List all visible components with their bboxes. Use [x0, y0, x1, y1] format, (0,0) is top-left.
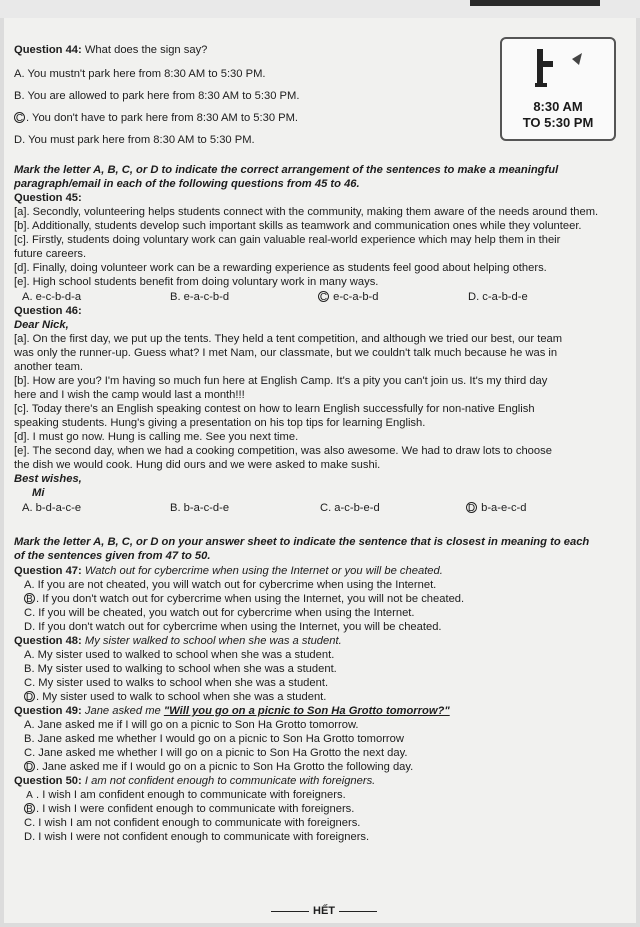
q45-sentence-c: [c]. Firstly, students doing voluntary work can gain valuable real-world experience which may help them in their — [14, 234, 561, 246]
q46-option-d-text: b-a-e-c-d — [481, 502, 527, 514]
q49-option-c[interactable]: C. Jane asked me whether I will go on a picnic to Son Ha Grotto the next day. — [24, 747, 408, 759]
q44-option-a[interactable]: A. You mustn't park here from 8:30 AM to 5:30 PM. — [14, 68, 266, 80]
q45-sentence-b: [b]. Additionally, students develop such important skills as teamwork and communication ones while they volunteer. — [14, 220, 582, 232]
q44-option-c-text: . You don't have to park here from 8:30 AM to 5:30 PM. — [26, 112, 299, 124]
q46-paragraph-b-2: here and I wish the camp would last a month!!! — [14, 389, 245, 401]
question-49-quote: "Will you go on a picnic to Son Ha Grotto tomorrow?" — [163, 705, 450, 717]
q46-paragraph-a-2: was only the runner-up. Guess what? I met Nam, our classmate, but we couldn't talk much because he was in — [14, 347, 558, 359]
q46-signature: Mi — [32, 487, 45, 499]
question-49-prompt — [14, 705, 450, 718]
q46-greeting: Dear Nick, — [14, 319, 69, 331]
question-47-title: Question 47: — [14, 565, 82, 577]
end-text: HẾT — [313, 905, 335, 917]
q46-paragraph-b: [b]. How are you? I'm having so much fun here at English Camp. It's a pity you can't join us. It's my third day — [14, 375, 548, 387]
answer-circle-icon: D — [467, 503, 476, 514]
q44-option-c[interactable] — [14, 112, 298, 125]
q48-option-d-text: . My sister used to walk to school when she was a student. — [36, 691, 327, 703]
question-47-text: Watch out for cybercrime when using the Internet or you will be cheated. — [84, 565, 443, 577]
question-44-prompt — [14, 44, 207, 57]
no-parking-symbol-icon — [502, 43, 614, 101]
question-50-prompt — [14, 775, 375, 788]
q47-option-c[interactable]: C. If you will be cheated, you watch out for cybercrime when using the Internet. — [24, 607, 415, 619]
exam-page — [4, 18, 636, 923]
instruction-closest-meaning-line1: Mark the letter A, B, C, or D on your answer sheet to indicate the sentence that is closest in meaning to each — [14, 536, 590, 548]
question-44-text: What does the sign say? — [84, 44, 208, 56]
sign-time-end: TO 5:30 PM — [522, 115, 594, 130]
q45-sentence-d: [d]. Finally, doing volunteer work can be a rewarding experience as students feel good about helping others. — [14, 262, 547, 274]
answer-circle-icon: B — [24, 803, 35, 814]
question-45-title: Question 45: — [14, 192, 82, 204]
q46-paragraph-c-2: speaking students. Hung's giving a presentation on his top tips for learning English. — [14, 417, 426, 429]
q46-closing: Best wishes, — [14, 473, 82, 485]
q49-option-d[interactable] — [24, 761, 413, 774]
q46-option-c[interactable]: C. a-c-b-e-d — [320, 502, 380, 514]
answer-mark-icon: A — [26, 790, 33, 801]
question-49-title: Question 49: — [14, 705, 82, 717]
q47-option-d[interactable]: D. If you don't watch out for cybercrime when using the Internet, you will be cheated. — [24, 621, 442, 633]
q49-option-d-text: . Jane asked me if I would go on a picnic to Son Ha Grotto the following day. — [36, 761, 414, 773]
instruction-closest-meaning-line2: of the sentences given from 47 to 50. — [14, 550, 211, 562]
question-46-title: Question 46: — [14, 305, 82, 317]
q46-paragraph-a: [a]. On the first day, we put up the tents. They held a tent competition, and although we tried our best, our team — [14, 333, 563, 345]
q46-paragraph-e-2: the dish we would cook. Hung did ours and we were asked to make sushi. — [14, 459, 381, 471]
end-marker — [4, 905, 636, 917]
question-48-text: My sister walked to school when she was a student. — [84, 635, 342, 647]
top-edge — [0, 0, 640, 18]
q44-option-d[interactable]: D. You must park here from 8:30 AM to 5:30 PM. — [14, 134, 255, 146]
q44-option-b[interactable]: B. You are allowed to park here from 8:30 AM to 5:30 PM. — [14, 90, 300, 102]
q45-option-c[interactable] — [318, 291, 379, 304]
q45-option-c-text: e-c-a-b-d — [333, 291, 379, 303]
q50-option-c[interactable]: C. I wish I am not confident enough to communicate with foreigners. — [24, 817, 361, 829]
q48-option-a[interactable]: A. My sister used to walked to school when she was a student. — [24, 649, 335, 661]
answer-circle-icon: C — [319, 292, 328, 303]
question-50-title: Question 50: — [14, 775, 82, 787]
answer-circle-icon: D — [25, 692, 34, 703]
q46-paragraph-c: [c]. Today there's an English speaking contest on how to learn English successfully for non-native English — [14, 403, 535, 415]
scan-mark — [470, 0, 600, 6]
q45-sentence-c-cont: future careers. — [14, 248, 87, 260]
answer-circle-icon: B — [24, 593, 35, 604]
question-48-title: Question 48: — [14, 635, 82, 647]
q49-option-a[interactable]: A. Jane asked me if I will go on a picnic to Son Ha Grotto tomorrow. — [24, 719, 359, 731]
q46-option-d[interactable] — [466, 502, 527, 515]
question-48-prompt — [14, 635, 342, 648]
q45-option-a[interactable]: A. e-c-b-d-a — [22, 291, 82, 303]
q47-option-b[interactable] — [24, 593, 464, 606]
q49-option-b[interactable]: B. Jane asked me whether I would go on a picnic to Son Ha Grotto tomorrow — [24, 733, 404, 745]
q46-paragraph-d: [d]. I must go now. Hung is calling me. See you next time. — [14, 431, 299, 443]
instruction-arrangement-line1: Mark the letter A, B, C, or D to indicate the correct arrangement of the sentences to make a meaningful — [14, 164, 559, 176]
answer-circle-icon: C — [15, 113, 24, 124]
q46-paragraph-e: [e]. The second day, when we had a cooking competition, was also awesome. We had to draw lots to choose — [14, 445, 552, 457]
question-44-title: Question 44: — [14, 44, 82, 56]
q50-option-a-text: . I wish I am confident enough to communicate with foreigners. — [36, 789, 346, 801]
q47-option-a[interactable]: A. If you are not cheated, you will watch out for cybercrime when using the Internet. — [24, 579, 437, 591]
q45-sentence-a: [a]. Secondly, volunteering helps students connect with the community, making them aware of the needs around them. — [14, 206, 599, 218]
divider — [339, 911, 377, 912]
q50-option-b[interactable] — [24, 803, 354, 816]
answer-circle-icon: D — [25, 762, 34, 773]
q48-option-d[interactable] — [24, 691, 326, 704]
q50-option-d[interactable]: D. I wish I were not confident enough to communicate with foreigners. — [24, 831, 370, 843]
question-49-text: Jane asked me — [84, 705, 164, 717]
q46-paragraph-a-3: another team. — [14, 361, 84, 373]
q46-option-a[interactable]: A. b-d-a-c-e — [22, 502, 82, 514]
question-50-text: I am not confident enough to communicate with foreigners. — [84, 775, 376, 787]
q47-option-b-text: . If you don't watch out for cybercrime when using the Internet, you will not be cheated. — [36, 593, 465, 605]
q50-option-a[interactable] — [24, 789, 346, 802]
q45-option-b[interactable]: B. e-a-c-b-d — [170, 291, 230, 303]
q45-option-d[interactable]: D. c-a-b-d-e — [468, 291, 528, 303]
divider — [271, 911, 309, 912]
q48-option-b[interactable]: B. My sister used to walking to school when she was a student. — [24, 663, 337, 675]
parking-sign — [500, 37, 616, 141]
question-47-prompt — [14, 565, 443, 578]
q45-sentence-e: [e]. High school students benefit from doing voluntary work in many ways. — [14, 276, 379, 288]
q46-option-b[interactable]: B. b-a-c-d-e — [170, 502, 230, 514]
instruction-arrangement-line2: paragraph/email in each of the following questions from 45 to 46. — [14, 178, 360, 190]
q50-option-b-text: . I wish I were confident enough to communicate with foreigners. — [36, 803, 355, 815]
sign-time-start: 8:30 AM — [533, 99, 583, 114]
q48-option-c[interactable]: C. My sister used to walks to school when she was a student. — [24, 677, 329, 689]
